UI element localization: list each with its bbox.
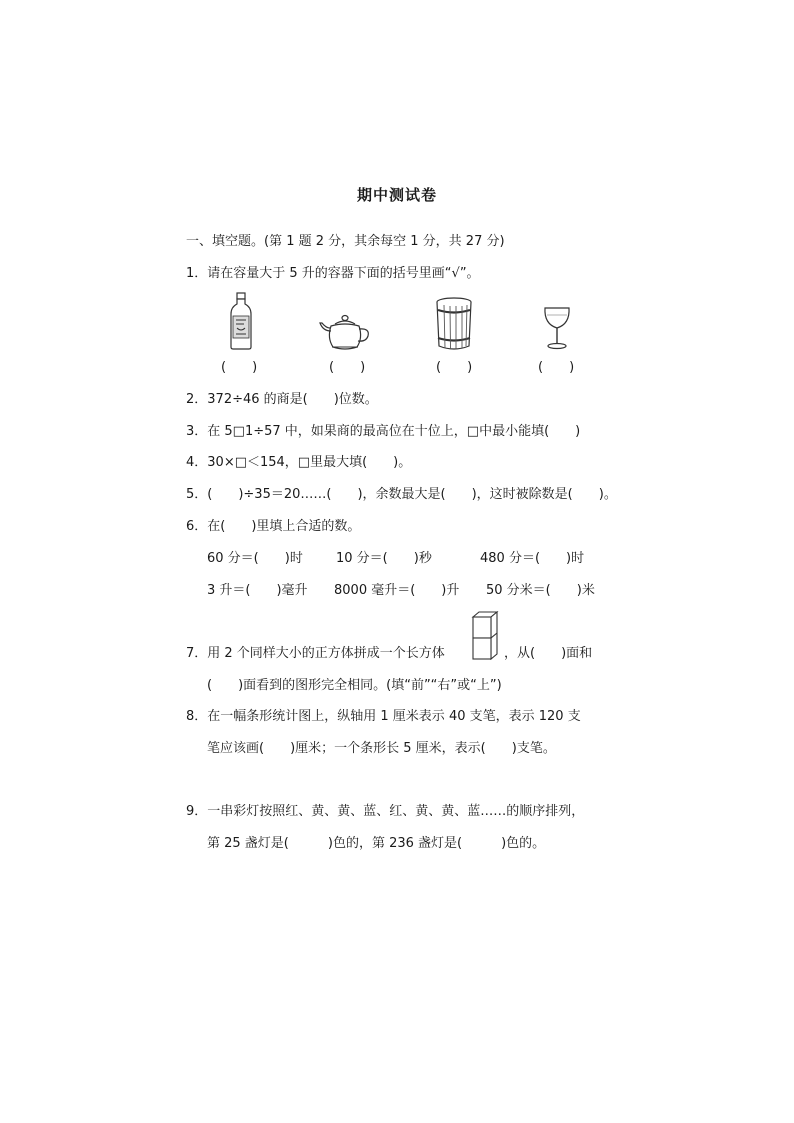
question-3: 3．在 5□1÷57 中，如果商的最高位在十位上，□中最小能填( ): [186, 424, 581, 439]
question-9: 9．一串彩灯按照红、黄、黄、蓝、红、黄、黄、蓝……的顺序排列，: [186, 804, 585, 819]
question-8-line2: 笔应该画( )厘米；一个条形长 5 厘米，表示( )支笔。: [207, 741, 556, 756]
section-heading: 一、填空题。(第 1 题 2 分，其余每空 1 分，共 27 分): [186, 234, 505, 249]
container-images: [210, 290, 610, 354]
question-8: 8．在一幅条形统计图上，纵轴用 1 厘米表示 40 支笔，表示 120 支: [186, 709, 581, 724]
page-title: 期中测试卷: [356, 186, 437, 204]
blank-bucket: ( ): [436, 360, 473, 375]
q6-item: 60 分＝( )时: [207, 551, 303, 566]
question-7-line2: ( )面看到的图形完全相同。(填“前”“右”或“上”): [207, 678, 502, 693]
q6-item: 3 升＝( )毫升: [207, 583, 308, 598]
q6-item: 480 分＝( )时: [480, 551, 585, 566]
teapot-icon: [318, 314, 374, 352]
blank-goblet: ( ): [538, 360, 575, 375]
question-9-line2: 第 25 盏灯是( )色的，第 236 盏灯是( )色的。: [207, 836, 546, 851]
stacked-cubes-icon: [471, 610, 499, 660]
goblet-icon: [542, 306, 572, 350]
blank-teapot: ( ): [329, 360, 366, 375]
question-7: 7．用 2 个同样大小的正方体拼成一个长方体: [186, 646, 445, 661]
question-4: 4．30×□＜154，□里最大填( )。: [186, 455, 412, 470]
bucket-icon: [434, 296, 474, 352]
q6-item: 50 分米＝( )米: [486, 583, 595, 598]
question-6: 6．在( )里填上合适的数。: [186, 519, 361, 534]
question-1: 1．请在容量大于 5 升的容器下面的括号里画“√”。: [186, 266, 480, 281]
bottle-icon: [228, 292, 254, 350]
blank-bottle: ( ): [221, 360, 258, 375]
question-5: 5．( )÷35＝20……( )，余数最大是( )，这时被除数是( )。: [186, 487, 617, 502]
question-7-continue: ，从( )面和: [504, 646, 593, 661]
q6-item: 10 分＝( )秒: [336, 551, 432, 566]
q6-item: 8000 毫升＝( )升: [334, 583, 460, 598]
question-2: 2．372÷46 的商是( )位数。: [186, 392, 378, 407]
